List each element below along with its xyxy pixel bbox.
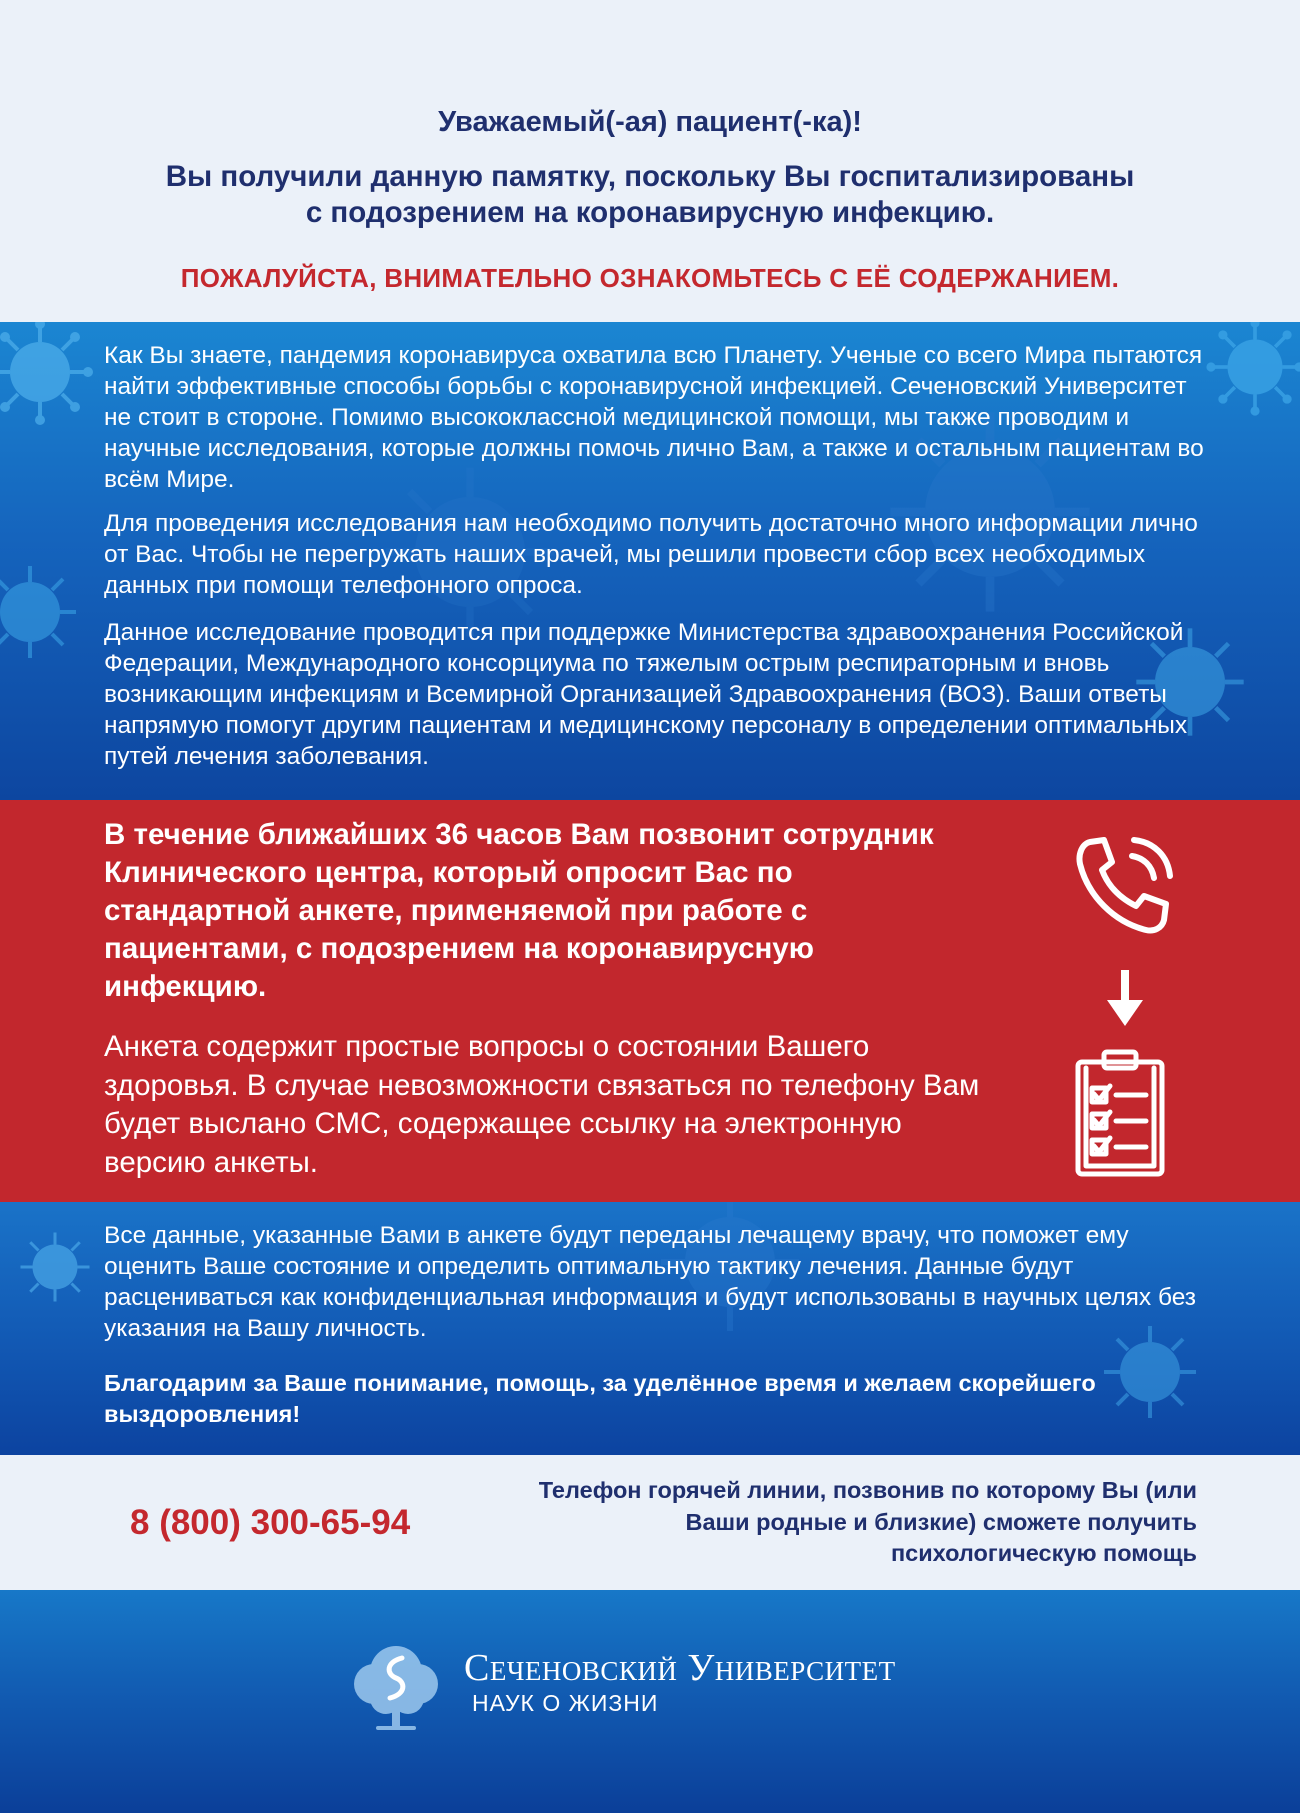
university-logo-icon <box>346 1640 446 1736</box>
virus-icon <box>10 1222 100 1312</box>
thanks-message: Благодарим за Ваше понимание, помощь, за уделённое время и желаем скорейшего выздоровления! <box>104 1370 1096 1427</box>
phone-icon <box>1070 830 1180 940</box>
greeting: Уважаемый(-ая) пациент(-ка)! <box>438 106 862 138</box>
virus-icon <box>1200 322 1300 422</box>
paragraph-pandemic: Как Вы знаете, пандемия коронавируса охватила всю Планету. Ученые со всего Мира пытаются найти эффективные способы борьбы с коронавирусной инфекцией. Сеченовский Университет не стоит в стороне. Помимо высококлассной медицинской помощи, мы также проводим и научные исследования, которые должны помочь лично Вам, а также и остальным пациентам во всём Мире. <box>104 342 1204 493</box>
intro-line-2: с подозрением на коронавирусную инфекцию. <box>305 196 995 229</box>
footer <box>0 1590 1300 1813</box>
info-section <box>0 322 1300 800</box>
paragraph-data-usage: Все данные, указанные Вами в анкете будут переданы лечащему врачу, что поможет ему оценить Ваше состояние и определить оптимальную тактику лечения. Данные будут расцениваться как конфиденциальная информация и будут использованы в научных целях без указания на Вашу личность. <box>104 1222 1197 1342</box>
data-privacy-section <box>0 1202 1300 1455</box>
virus-icon <box>0 552 90 672</box>
hotline-description: Телефон горячей линии, позвонив по которому Вы (или Ваши родные и близкие) сможете получить психологическую помощь <box>538 1477 1197 1566</box>
clipboard-checklist-icon <box>1072 1048 1172 1183</box>
warning-heading: ПОЖАЛУЙСТА, ВНИМАТЕЛЬНО ОЗНАКОМЬТЕСЬ С ЕЁ СОДЕРЖАНИЕМ. <box>180 263 1120 293</box>
paragraph-support: Данное исследование проводится при поддержке Министерства здравоохранения Российской Федерации, Международного консорциума по тяжелым острым респираторным и вновь возникающим инфекциям и Всемирной Организацией Здравоохранения (ВОЗ). Ваши ответы напрямую помогут другим пациентам и медицинскому персоналу в определении оптимальных путей лечения заболевания. <box>104 619 1188 770</box>
intro-line-1: Вы получили данную памятку, поскольку Вы госпитализированы <box>165 160 1135 193</box>
call-notice-bold: В течение ближайших 36 часов Вам позвонит сотрудник Клинического центра, который опросит Вас по стандартной анкете, применяемой при работе с пациентами, с подозрением на коронавирусную инфекцию. <box>104 818 934 1003</box>
questionnaire-notice: Анкета содержит простые вопросы о состоянии Вашего здоровья. В случае невозможности связаться по телефону Вам будет выслано СМС, содержащее ссылку на электронную версию анкеты. <box>104 1030 980 1179</box>
university-tagline: НАУК О ЖИЗНИ <box>472 1690 659 1716</box>
header <box>0 0 1300 322</box>
paragraph-research: Для проведения исследования нам необходимо получить достаточно много информации лично от Вас. Чтобы не перегружать наших врачей, мы решили провести сбор всех необходимых данных при помощи телефонного опроса. <box>104 510 1198 599</box>
call-notice-section <box>0 800 1300 1202</box>
virus-icon <box>0 322 100 432</box>
process-icons <box>1050 830 1200 1200</box>
arrow-down-icon <box>1105 970 1145 1030</box>
university-name: Сеченовский Университет <box>464 1647 896 1689</box>
hotline-section <box>0 1455 1300 1590</box>
hotline-phone-number[interactable]: 8 (800) 300-65-94 <box>130 1503 411 1542</box>
